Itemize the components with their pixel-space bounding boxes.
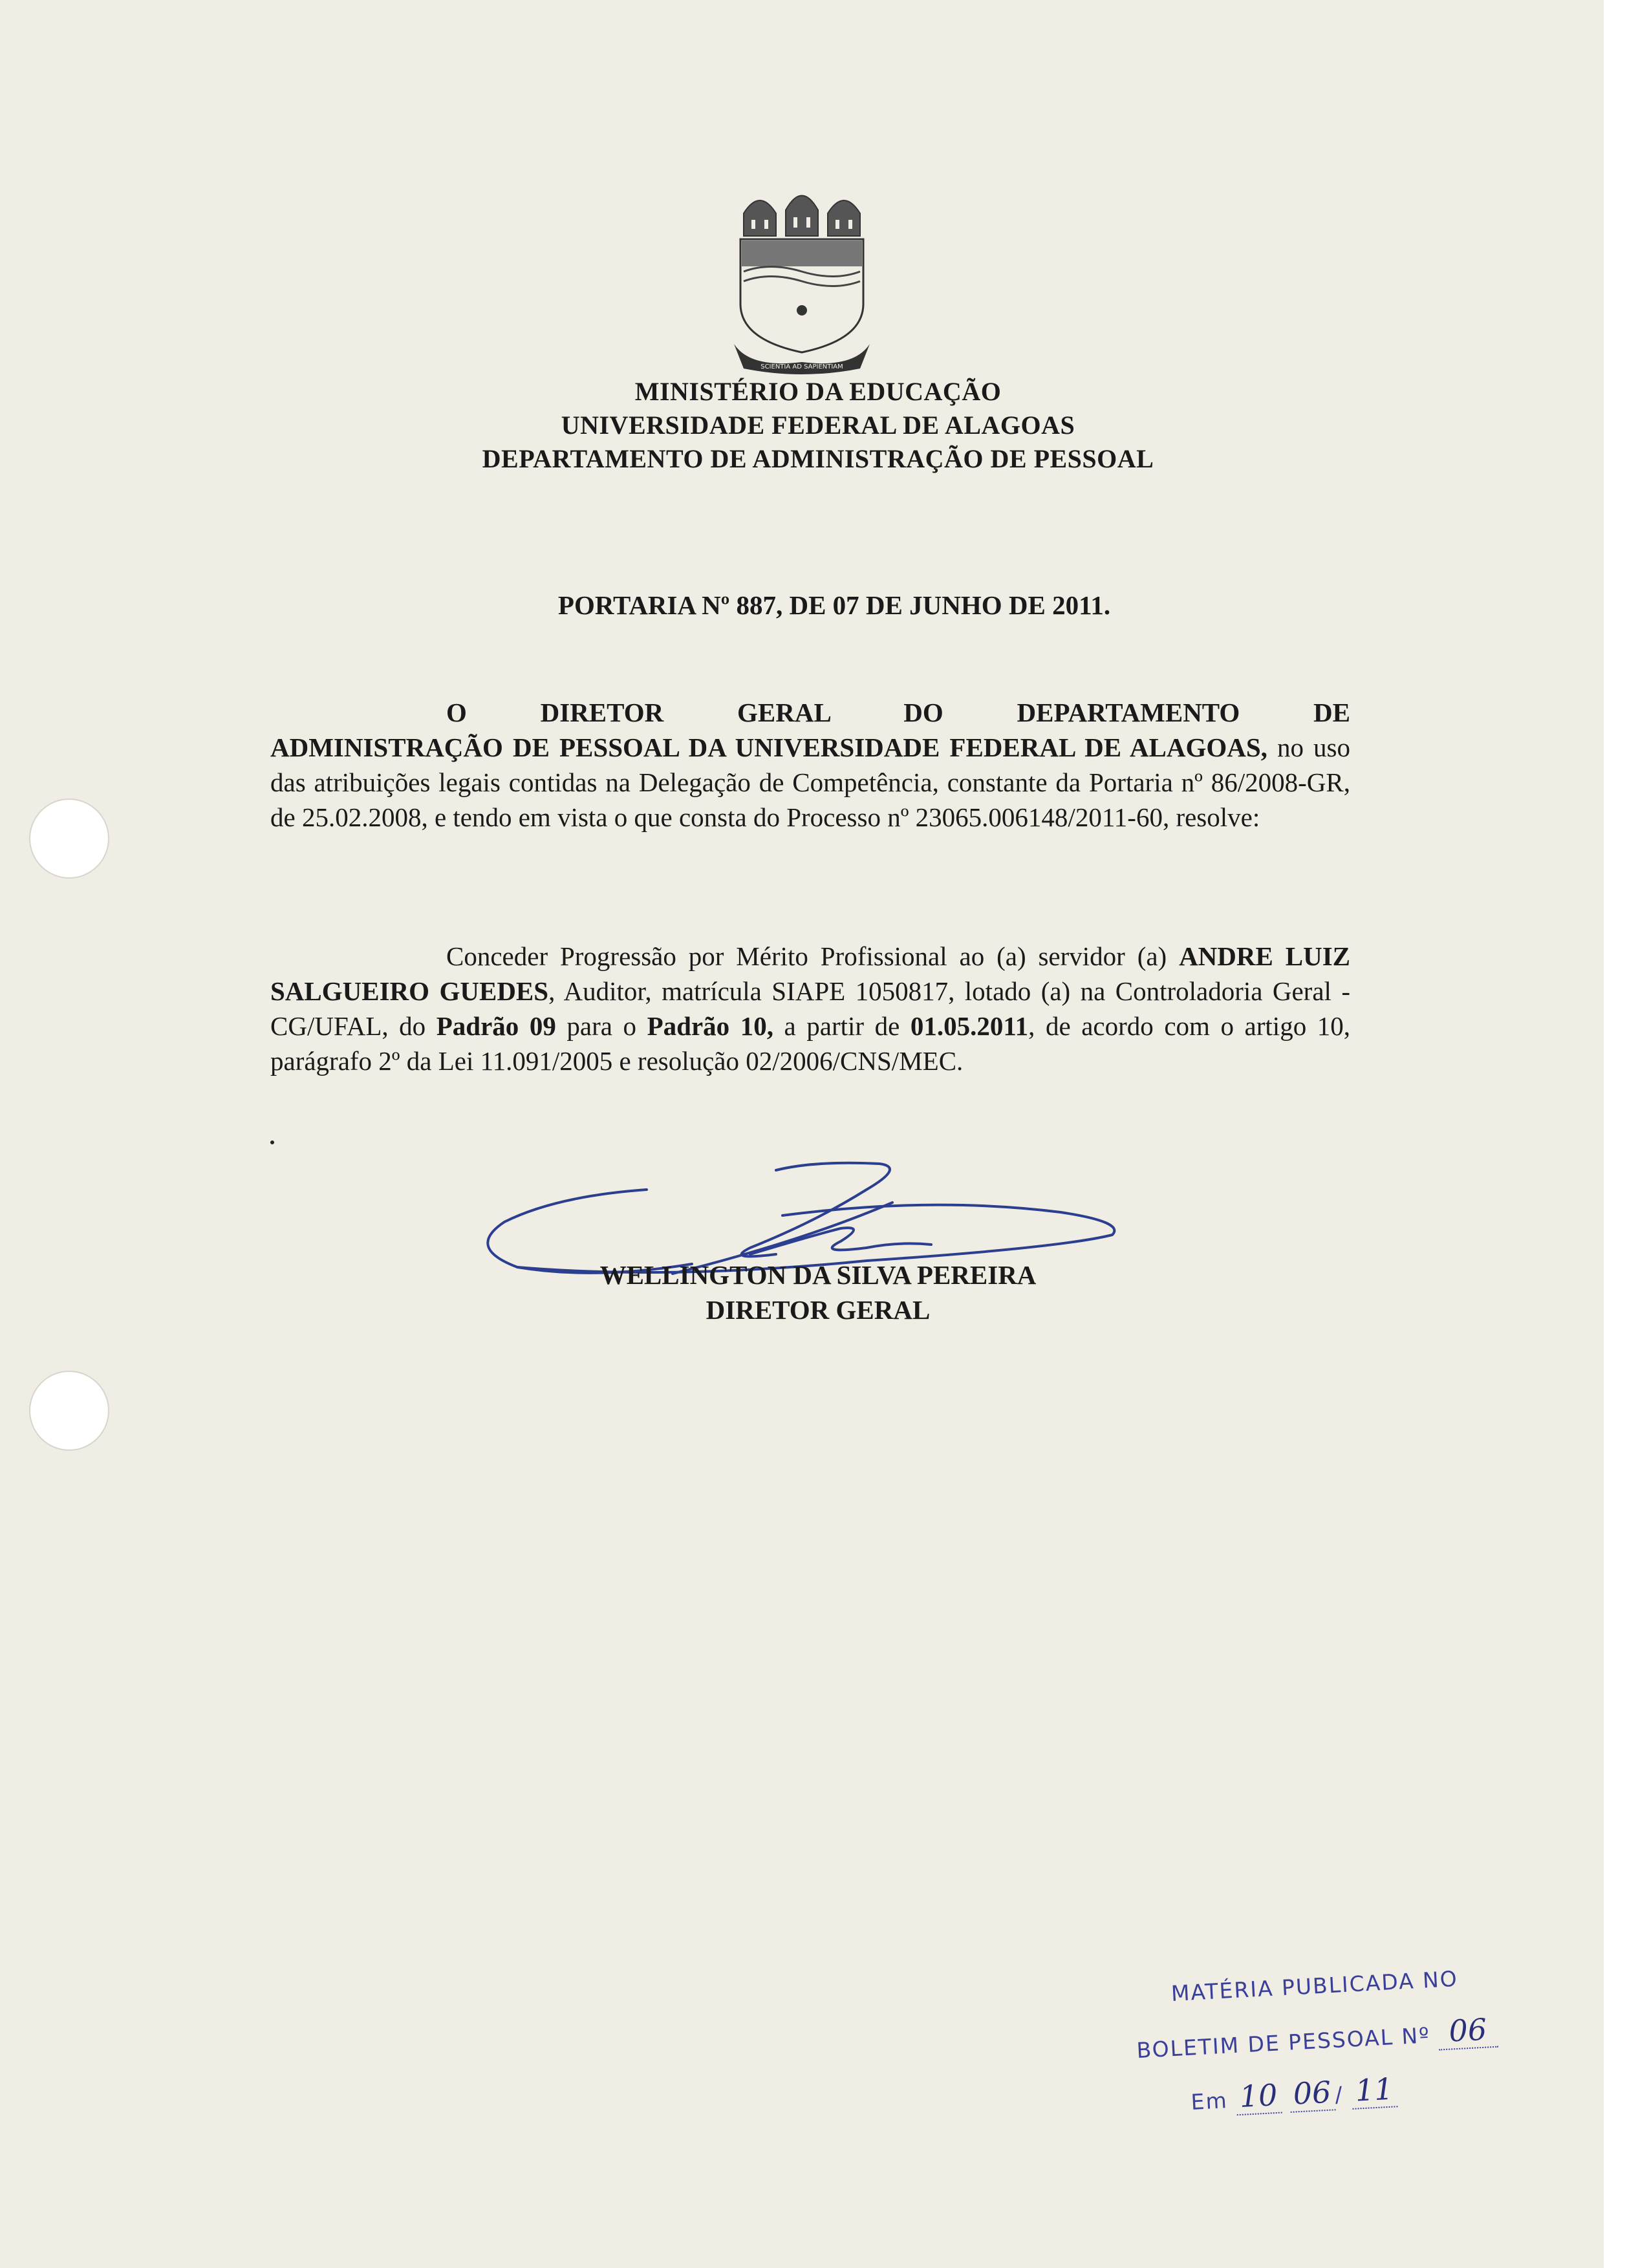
- servant-name: ANDRE LUIZ SALGUEIRO GUEDES: [270, 941, 1350, 1006]
- stamp-bulletin-number: 06: [1437, 2011, 1498, 2051]
- stamp-line-3: Em 10 06 / 11: [1190, 2071, 1398, 2118]
- resolution-text-4: a partir de: [784, 1011, 900, 1041]
- stray-mark: [270, 1140, 274, 1144]
- from-level: Padrão 09: [436, 1011, 556, 1041]
- stamp-bulletin-label: BOLETIM DE PESSOAL Nº: [1136, 2022, 1431, 2063]
- stamp-day: 10: [1234, 2077, 1282, 2116]
- punch-hole-top: [29, 798, 109, 879]
- portaria-title: PORTARIA Nº 887, DE 07 DE JUNHO DE 2011.: [557, 590, 1111, 620]
- director-title-part1: O DIRETOR GERAL DO DEPARTAMENTO DE: [446, 698, 1350, 727]
- director-title-part2: ADMINISTRAÇÃO DE PESSOAL DA UNIVERSIDADE FEDERAL DE ALAGOAS,: [270, 733, 1267, 762]
- stamp-line-1: MATÉRIA PUBLICADA NO: [1170, 1965, 1459, 2006]
- signature-block: [0, 1257, 1636, 1327]
- stamp-date-label: Em: [1190, 2088, 1229, 2115]
- signer-name: WELLINGTON DA SILVA PEREIRA: [599, 1260, 1037, 1290]
- ministry-name: MINISTÉRIO DA EDUCAÇÃO: [634, 377, 1002, 406]
- crest-motto: SCIENTIA AD SAPIENTIAM: [760, 363, 843, 370]
- publication-stamp: [1125, 1965, 1539, 2127]
- university-name: UNIVERSIDADE FEDERAL DE ALAGOAS: [561, 411, 1075, 440]
- document-header: [0, 375, 1636, 476]
- to-level: Padrão 10,: [647, 1011, 773, 1041]
- stamp-line-2: [1136, 2011, 1498, 2066]
- stamp-month: 06: [1288, 2074, 1335, 2113]
- stamp-year: 11: [1350, 2071, 1397, 2110]
- resolution-text-3: para o: [566, 1011, 637, 1041]
- scan-edge: [1604, 0, 1649, 2268]
- effective-date: 01.05.2011: [910, 1011, 1029, 1041]
- paragraph-resolution: [270, 939, 1350, 1078]
- university-crest-icon: [731, 175, 873, 381]
- signer-role: DIRETOR GERAL: [706, 1295, 931, 1325]
- resolution-text-1: Conceder Progressão por Mérito Profissional ao (a) servidor (a): [446, 941, 1167, 971]
- paragraph-preamble: [270, 695, 1350, 835]
- resolution-text-2: , Auditor, matrícula SIAPE 1050817, lotado (a) na Controladoria Geral - CG/UFAL, do: [270, 976, 1350, 1041]
- department-name: DEPARTAMENTO DE ADMINISTRAÇÃO DE PESSOAL: [482, 444, 1154, 473]
- punch-hole-bottom: [29, 1371, 109, 1451]
- resolution-text-5: , de acordo com o artigo 10, parágrafo 2º da Lei 11.091/2005 e resolução 02/2006/CNS/MEC.: [270, 1011, 1350, 1076]
- preamble-text: no uso das atribuições legais contidas na Delegação de Competência, constante da Portaria nº 86/2008-GR, de 25.02.2008, e tendo em vista o que consta do Processo nº 23065.006148/2011-60, resolve:: [270, 733, 1351, 832]
